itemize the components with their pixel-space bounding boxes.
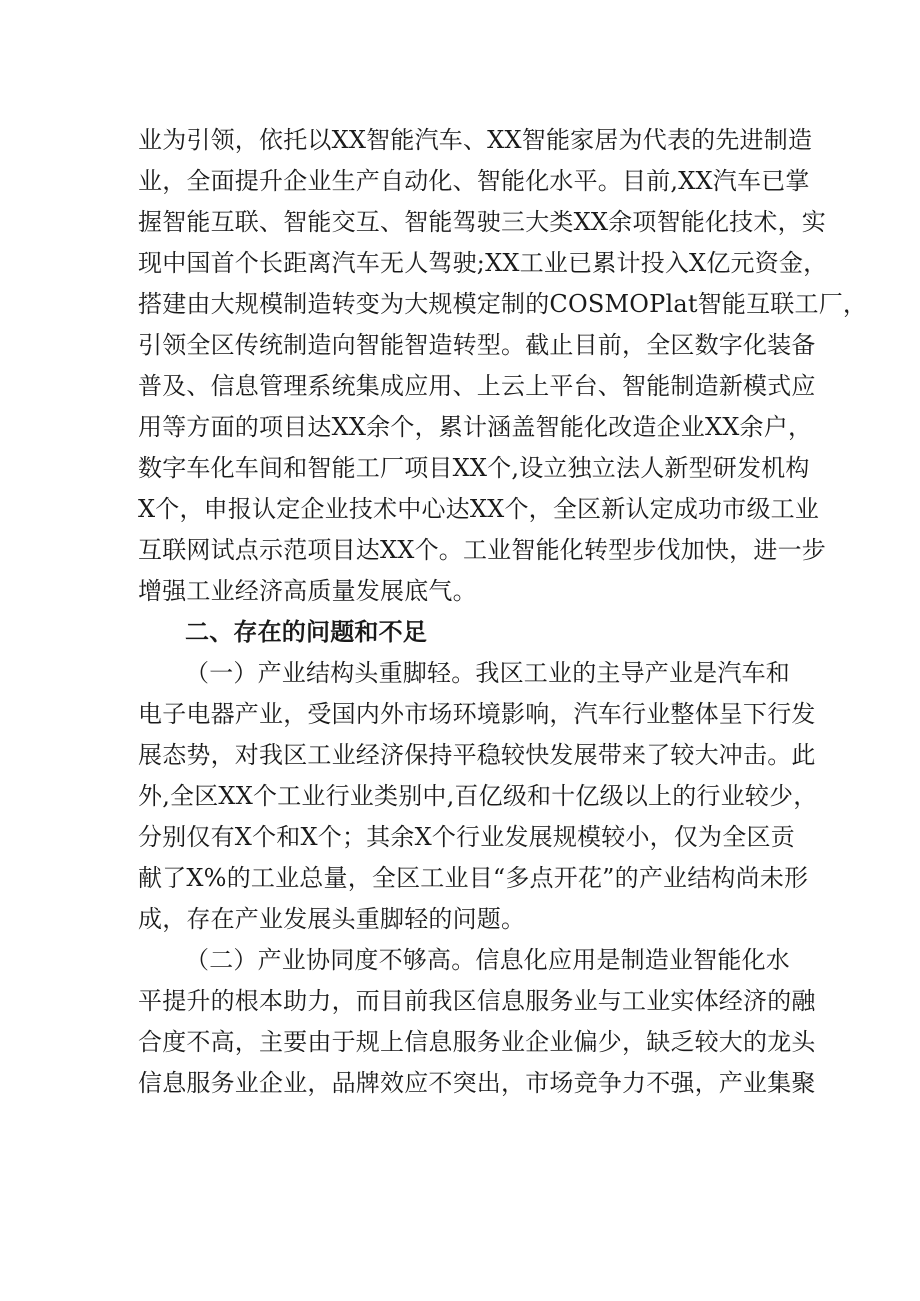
paragraph-line: 平提升的根本助力，而目前我区信息服务业与工业实体经济的融 xyxy=(138,987,816,1015)
paragraph-line: X个，申报认定企业技术中心达XX个，全区新认定成功市级工业 xyxy=(138,495,820,523)
paragraph-line: 献了X%的工业总量，全区工业目“多点开花”的产业结构尚未形 xyxy=(138,864,809,892)
paragraph-line: 信息服务业企业，品牌效应不突出，市场竞争力不强，产业集聚 xyxy=(138,1069,816,1097)
paragraph-line: 增强工业经济高质量发展底气。 xyxy=(138,577,477,605)
paragraph-line: 搭建由大规模制造转变为大规模定制的COSMOPlat智能互联工厂， xyxy=(138,290,868,318)
paragraph-line: 分别仅有X个和X个；其余X个行业发展规模较小，仅为全区贡 xyxy=(138,823,795,851)
paragraph-line: （一）产业结构头重脚轻。我区工业的主导产业是汽车和 xyxy=(185,659,790,687)
section-heading: 二、存在的问题和不足 xyxy=(185,618,427,646)
paragraph-line: 电子电器产业，受国内外市场环境影响，汽车行业整体呈下行发 xyxy=(138,700,816,728)
paragraph-line: 握智能互联、智能交互、智能驾驶三大类XX余项智能化技术，实 xyxy=(138,208,826,236)
paragraph-line: 业，全面提升企业生产自动化、智能化水平。目前,XX汽车已掌 xyxy=(138,167,810,195)
paragraph-line: 互联网试点示范项目达XX个。工业智能化转型步伐加快，进一步 xyxy=(138,536,826,564)
paragraph-line: 普及、信息管理系统集成应用、上云上平台、智能制造新模式应 xyxy=(138,372,816,400)
paragraph-line: 成，存在产业发展头重脚轻的问题。 xyxy=(138,905,526,933)
paragraph-line: 外,全区XX个工业行业类别中,百亿级和十亿级以上的行业较少， xyxy=(138,782,818,810)
paragraph-line: 现中国首个长距离汽车无人驾驶;XX工业已累计投入X亿元资金， xyxy=(138,249,828,277)
paragraph-line: 用等方面的项目达XX余个，累计涵盖智能化改造企业XX余户， xyxy=(138,413,813,441)
paragraph-line: （二）产业协同度不够高。信息化应用是制造业智能化水 xyxy=(185,946,790,974)
paragraph-line: 数字车化车间和智能工厂项目XX个,设立独立法人新型研发机构 xyxy=(138,454,810,482)
paragraph-line: 展态势，对我区工业经济保持平稳较快发展带来了较大冲击。此 xyxy=(138,741,816,769)
paragraph-line: 合度不高，主要由于规上信息服务业企业偏少，缺乏较大的龙头 xyxy=(138,1028,816,1056)
paragraph-line: 业为引领，依托以XX智能汽车、XX智能家居为代表的先进制造 xyxy=(138,126,813,154)
paragraph-line: 引领全区传统制造向智能智造转型。截止目前，全区数字化装备 xyxy=(138,331,816,359)
